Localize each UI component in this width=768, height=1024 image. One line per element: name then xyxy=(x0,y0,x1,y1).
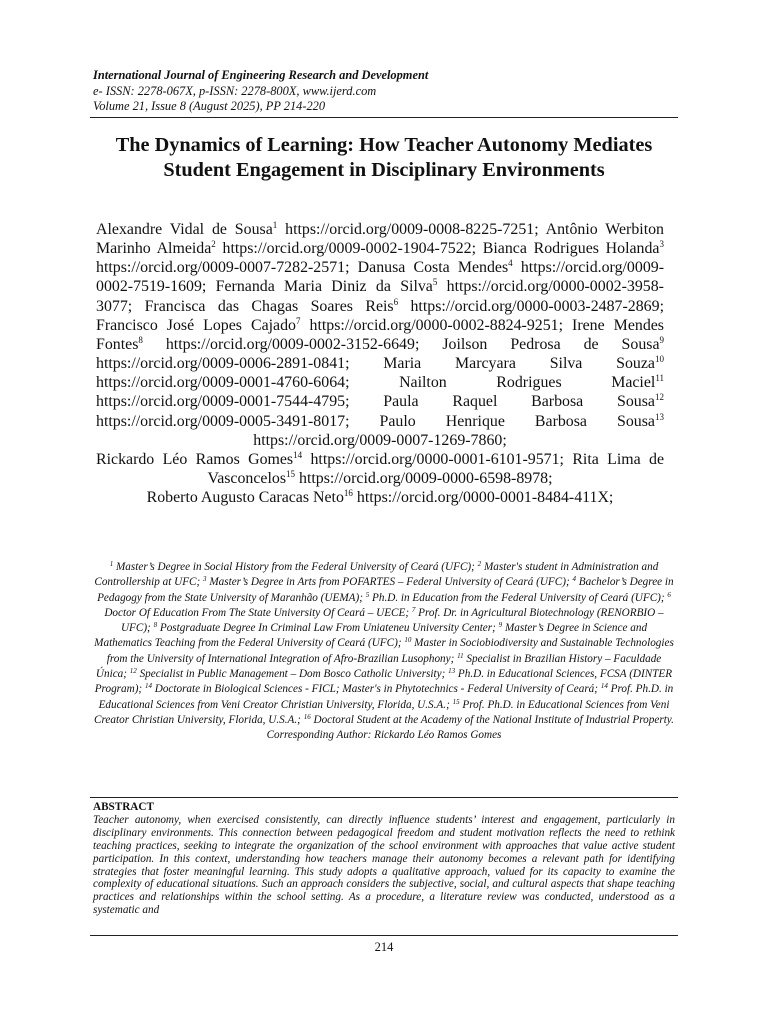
author-name: Irene Mendes Fontes xyxy=(96,316,664,353)
author-affil-marker: 10 xyxy=(655,354,664,365)
author-name: Rita Lima de Vasconcelos xyxy=(207,450,664,488)
author-orcid: https://orcid.org/0009-0002-7519-1609; xyxy=(96,259,664,296)
affiliation-marker: 12 xyxy=(129,667,137,676)
corresponding-author: Corresponding Author: Rickardo Léo Ramos Gomes xyxy=(266,729,502,742)
affiliation-text: Bachelor’s Degree in Pedagogy from the State University of Maranhão (UEMA); xyxy=(97,576,674,604)
author-name: Paula Raquel Barbosa Sousa xyxy=(383,393,655,411)
author-affil-marker: 16 xyxy=(343,488,353,499)
affiliation-marker: 11 xyxy=(457,651,464,660)
affiliation-marker: 1 xyxy=(109,560,114,568)
author-name: Alexandre Vidal de Sousa xyxy=(96,221,273,238)
affiliation-entry xyxy=(110,561,475,573)
affiliation-text: Prof. Ph.D. in Educational Sciences from Veni Creator Christian University, Florida, U.S.A.; xyxy=(94,698,670,726)
author-affil-marker: 15 xyxy=(286,469,296,480)
author-name: Danusa Costa Mendes xyxy=(357,259,509,277)
affiliation-text: Prof. Dr. in Agricultural Biotechnology (RENORBIO – UFC); xyxy=(120,606,664,635)
author-name: Bianca Rodrigues Holanda xyxy=(482,240,660,258)
affiliation-text: Postgraduate Degree In Criminal Law From Uniateneu University Center; xyxy=(159,622,496,635)
affiliation-entry xyxy=(145,683,598,695)
author-orcid: https://orcid.org/0000-0003-2487-2869; xyxy=(410,297,664,315)
author-name: Joilson Pedrosa de Sousa xyxy=(442,335,660,353)
author-name: Francisca das Chagas Soares Reis xyxy=(144,297,394,315)
author-orcid: https://orcid.org/0009-0001-7544-4795; xyxy=(96,393,350,411)
author-name: Nailton Rodrigues Maciel xyxy=(399,374,656,392)
volume-line: Volume 21, Issue 8 (August 2025), PP 214-220 xyxy=(93,99,326,113)
author-affil-marker: 9 xyxy=(659,334,664,345)
affiliation-marker: 2 xyxy=(477,560,482,568)
affiliation-text: Master in Sociobiodiversity and Sustainable Technologies from the University of International Integration of Afro-Brazilian Lusophony; xyxy=(106,637,674,665)
issn-line: e- ISSN: 2278-067X, p-ISSN: 2278-800X, www.ijerd.com xyxy=(93,83,377,98)
author-entry xyxy=(145,298,664,315)
affiliation-text: Specialist in Public Management – Dom Bosco Catholic University; xyxy=(139,668,446,681)
abstract-heading: ABSTRACT xyxy=(93,801,154,813)
author-affil-marker: 13 xyxy=(654,411,664,422)
author-orcid: https://orcid.org/0000-0001-8484-411X; xyxy=(356,489,614,507)
author-affil-marker: 6 xyxy=(393,296,399,307)
author-orcid: https://orcid.org/0009-0000-6598-8978; xyxy=(299,470,553,488)
author-entry xyxy=(96,451,564,468)
author-name: Paulo Henrique Barbosa Sousa xyxy=(379,412,655,430)
affiliation-text: Ph.D. in Education from the Federal University of Ceará (UFC); xyxy=(372,591,665,604)
affiliation-text: Specialist in Brazilian History – Faculdade Única; xyxy=(95,652,662,681)
affiliation-text: Ph.D. in Educational Sciences, FCSA (DINTER Program); xyxy=(94,668,673,696)
affiliation-marker: 4 xyxy=(572,575,576,584)
affiliation-marker: 16 xyxy=(303,712,311,721)
affiliation-text: Doctor Of Education From The State University Of Ceará – UECE; xyxy=(104,606,410,619)
abstract xyxy=(93,801,675,917)
abstract-text: Teacher autonomy, when exercised consistently, can directly influence students’ interest and engagement, particularly in disciplinary environments. This connection between pedagogical freedom and student motivation reflects the need to rethink teaching practices, seeking to integrate the organization of the school environment with approaches that value active student participation. In this context, understanding how teachers manage their autonomy becomes a relevant path for identifying strategies that foster meaningful learning. This study adopts a qualitative approach, valued for its capacity to examine the complexity of educational situations. Such an approach considers the subjective, social, and cultural aspects that shape teaching practices and relationships within the school setting. As a procedure, a literature review was conducted, understood as a systematic and xyxy=(93,813,675,917)
affiliation-text: Master’s Degree in Arts from POFARTES – Federal University of Ceará (UFC); xyxy=(209,576,570,589)
author-affil-marker: 7 xyxy=(296,315,301,326)
affiliation-entry xyxy=(304,714,674,726)
author-orcid: https://orcid.org/0000-0001-6101-9571; xyxy=(310,450,564,468)
author-affil-marker: 8 xyxy=(138,334,143,345)
affiliation-entry xyxy=(203,576,570,588)
author-affil-marker: 2 xyxy=(211,239,216,250)
affiliation-marker: 10 xyxy=(404,636,412,645)
author-orcid: https://orcid.org/0009-0001-4760-6064; xyxy=(96,374,350,392)
author-affil-marker: 3 xyxy=(659,239,664,250)
footer-rule xyxy=(90,935,678,936)
journal-header xyxy=(93,68,683,115)
author-orcid: https://orcid.org/0009-0006-2891-0841; xyxy=(96,355,350,373)
affiliation-text: Master’s Degree in Social History from the Federal University of Ceará (UFC); xyxy=(115,561,475,573)
author-orcid: https://orcid.org/0009-0005-3491-8017; xyxy=(96,412,350,430)
paper-title: The Dynamics of Learning: How Teacher Autonomy Mediates Student Engagement in Disciplinary Environments xyxy=(115,134,653,181)
affiliation-marker: 3 xyxy=(203,575,207,584)
affiliation-marker: 14 xyxy=(144,682,152,691)
affiliation-text: Master’s Degree in Science and Mathematics Teaching from the Federal University of Ceará (UFC); xyxy=(94,622,648,650)
affiliation-text: Doctorate in Biological Sciences - FICL; Master's in Phytotechnics - Federal University of Ceará; xyxy=(154,683,599,696)
abstract-top-rule xyxy=(90,797,678,798)
author-name: Fernanda Maria Diniz da Silva xyxy=(215,278,433,296)
affiliation-entry xyxy=(154,622,496,634)
affiliation-marker: 6 xyxy=(667,590,671,599)
author-name: Maria Marcyara Silva Souza xyxy=(383,355,655,373)
author-name: Rickardo Léo Ramos Gomes xyxy=(96,450,294,468)
affiliation-entry xyxy=(130,668,446,680)
affiliation-marker: 7 xyxy=(411,605,416,614)
affiliation-marker: 8 xyxy=(153,621,158,630)
author-name: Roberto Augusto Caracas Neto xyxy=(146,489,344,507)
author-affil-marker: 14 xyxy=(293,449,303,460)
affiliations xyxy=(93,560,675,744)
author-entry xyxy=(147,489,614,506)
author-orcid: https://orcid.org/0009-0002-3152-6649; xyxy=(165,335,420,353)
author-orcid: https://orcid.org/0009-0008-8225-7251; xyxy=(285,221,539,238)
page-number: 214 xyxy=(374,940,394,954)
affiliation-marker: 9 xyxy=(498,621,503,630)
author-affil-marker: 5 xyxy=(432,277,438,288)
affiliation-marker: 5 xyxy=(365,590,370,599)
header-rule xyxy=(90,117,678,118)
author-affil-marker: 12 xyxy=(654,392,664,403)
author-affil-marker: 4 xyxy=(508,258,513,269)
author-orcid: https://orcid.org/0000-0002-8824-9251; xyxy=(309,316,564,334)
author-list xyxy=(96,220,664,507)
author-affil-marker: 1 xyxy=(272,220,278,230)
author-name: Francisco José Lopes Cajado xyxy=(96,316,297,334)
affiliation-marker: 13 xyxy=(448,667,456,676)
author-orcid: https://orcid.org/0009-0002-1904-7522; xyxy=(222,240,477,258)
author-orcid: https://orcid.org/0000-0002-3958-3077; xyxy=(96,278,664,315)
affiliation-marker: 15 xyxy=(452,697,460,706)
author-entry xyxy=(96,221,539,238)
affiliation-text: Doctoral Student at the Academy of the National Institute of Industrial Property. xyxy=(313,713,674,726)
affiliation-text: Master's student in Administration and Controllership at UFC; xyxy=(94,561,659,589)
author-orcid: https://orcid.org/0009-0007-7282-2571; xyxy=(96,259,350,277)
author-name: Antônio Werbiton Marinho Almeida xyxy=(96,221,664,258)
journal-name: International Journal of Engineering Research and Development xyxy=(93,68,429,82)
affiliation-entry xyxy=(366,592,665,604)
affiliation-text: Prof. Ph.D. in Educational Sciences from Veni Creator Christian University, Florida, U.S.A.; xyxy=(98,683,674,711)
author-orcid: https://orcid.org/0009-0007-1269-7860; xyxy=(253,431,507,449)
author-entry xyxy=(96,317,563,334)
affiliation-marker: 14 xyxy=(600,682,608,691)
author-affil-marker: 11 xyxy=(655,373,664,384)
